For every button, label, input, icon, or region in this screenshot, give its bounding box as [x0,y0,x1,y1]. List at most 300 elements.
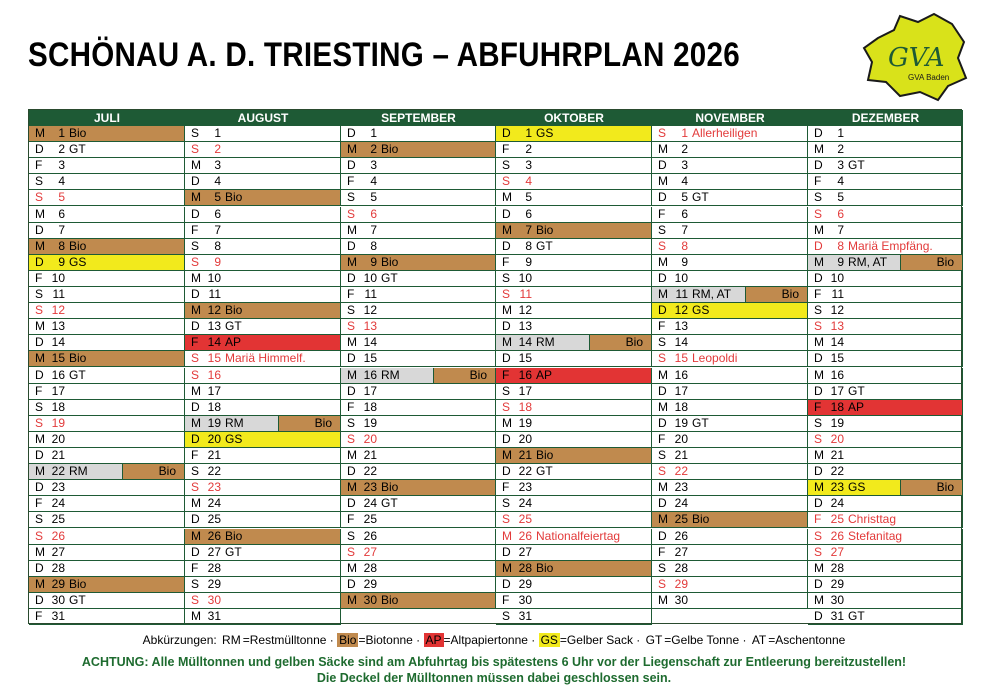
day-cell [652,432,808,448]
day-cell [496,577,652,593]
weekday-label: D [814,576,823,591]
day-cell [29,609,185,625]
day-number: 25 [518,512,532,527]
day-cell [652,174,808,190]
day-cell [808,287,963,303]
day-number: 3 [837,158,844,173]
day-number: 3 [214,158,221,173]
weekday-label: D [347,464,356,479]
day-cell [496,480,652,496]
day-number: 6 [58,206,65,221]
weekday-label: F [35,383,43,398]
pickup-label: Bio [69,238,87,253]
day-number: 24 [51,496,65,511]
pickup-label: Bio [536,448,554,462]
day-cell [29,480,185,496]
weekday-label: D [35,592,44,607]
day-number: 16 [363,367,377,382]
day-cell [652,529,808,545]
weekday-label: M [658,399,668,414]
day-cell [185,142,341,158]
gva-logo [860,8,972,104]
day-number: 11 [364,287,377,301]
day-cell [496,400,652,416]
weekday-label: D [191,399,200,414]
pickup-label: RM [381,367,400,382]
day-cell [341,400,496,416]
pickup-label: GT [848,383,865,398]
day-number: 11 [52,287,65,301]
day-cell [496,368,652,384]
day-cell [341,529,496,545]
weekday-label: S [502,609,511,623]
day-number: 21 [51,448,65,462]
day-cell [808,368,963,384]
weekday-label: M [658,367,668,382]
day-cell [185,529,341,545]
day-number: 8 [58,238,65,253]
day-cell [341,142,496,158]
day-number: 2 [681,142,688,157]
weekday-label: M [658,174,668,189]
legend-text: =Gelber Sack · [559,633,644,647]
legend-prefix: Abkürzungen: [142,633,221,647]
weekday-label: M [191,528,201,543]
day-number: 30 [830,592,844,607]
day-cell [341,384,496,400]
weekday-label: M [35,544,45,559]
weekday-label: F [658,431,666,446]
day-cell [652,561,808,577]
day-number: 17 [363,383,377,398]
weekday-label: D [502,351,511,366]
day-number: 19 [830,415,844,430]
day-number: 25 [674,512,688,527]
pickup-label: RM, AT [848,254,888,269]
day-cell [808,223,963,239]
day-number: 15 [674,351,688,366]
weekday-label: M [35,464,45,479]
weekday-label: D [347,576,356,591]
weekday-label: D [814,609,823,623]
day-cell [808,126,963,142]
weekday-label: S [191,592,200,607]
month-header-juli: JULI [29,110,185,126]
weekday-label: D [35,222,44,237]
day-number: 29 [830,576,844,591]
day-cell [341,464,496,480]
day-number: 13 [674,319,688,334]
pickup-label: GT [225,544,242,559]
day-number: 22 [207,464,221,479]
pickup-label: GT [381,496,398,511]
day-cell [185,351,341,367]
pickup-label: Bio [381,592,399,607]
pickup-label: Bio [69,576,87,591]
day-cell [808,400,963,416]
day-cell [808,561,963,577]
weekday-label: D [502,576,511,591]
day-number: 26 [363,528,377,543]
weekday-label: D [35,254,44,269]
day-number: 6 [525,206,532,221]
day-cell [808,593,963,609]
weekday-label: S [814,415,823,430]
legend-abbr-gt: GT [645,633,663,647]
day-cell [652,400,808,416]
day-number: 17 [207,383,221,398]
weekday-label: M [191,190,201,205]
day-cell [496,142,652,158]
pickup-label: Bio [381,254,399,269]
day-cell [29,319,185,335]
weekday-label: M [191,415,201,430]
day-number: 14 [51,335,65,350]
day-cell [185,271,341,287]
weekday-label: M [814,335,824,350]
day-number: 20 [363,431,377,446]
day-number: 8 [370,238,377,253]
day-number: 4 [837,174,844,189]
day-cell [652,351,808,367]
weekday-label: M [191,496,201,511]
day-number: 26 [207,528,221,543]
weekday-label: D [502,431,511,446]
weekday-label: M [658,480,668,495]
weekday-label: D [814,464,823,479]
weekday-label: S [502,174,511,189]
pickup-label: Bio [536,222,554,237]
day-cell [29,529,185,545]
weekday-label: S [814,544,823,559]
calendar-grid [28,109,962,624]
weekday-label: S [35,415,44,430]
pickup-label: Mariä Empfäng. [848,238,933,253]
day-cell [652,480,808,496]
day-cell [29,368,185,384]
weekday-label: M [35,576,45,591]
pickup-label: GS [69,254,87,269]
pickup-label: GT [848,609,865,623]
day-number: 30 [518,592,532,607]
day-number: 12 [363,303,377,318]
notice-line-2: Die Deckel der Mülltonnen müssen dabei geschlossen sein. [316,671,672,685]
day-cell [29,464,185,480]
day-number: 11 [208,287,221,301]
weekday-label: M [814,142,824,157]
day-cell [29,142,185,158]
day-number: 17 [51,383,65,398]
weekday-label: D [502,126,511,140]
weekday-label: S [814,206,823,221]
pickup-label: Bio [692,512,710,527]
weekday-label: S [347,319,356,334]
day-number: 1 [681,126,688,140]
weekday-label: S [658,222,667,237]
weekday-label: S [502,512,511,527]
day-cell [652,416,808,432]
day-cell [652,126,808,142]
day-number: 9 [214,254,221,269]
weekday-label: M [814,367,824,382]
day-cell [341,512,496,528]
weekday-label: M [502,448,512,462]
weekday-label: D [191,206,200,221]
day-number: 11 [519,287,532,301]
day-number: 12 [674,303,688,318]
day-number: 1 [525,126,532,140]
day-number: 25 [51,512,65,527]
day-cell [652,384,808,400]
day-number: 17 [518,383,532,398]
weekday-label: S [814,528,823,543]
pickup-label: AP [848,399,865,414]
weekday-label: S [502,399,511,414]
weekday-label: M [502,303,512,318]
day-cell [185,496,341,512]
day-cell [29,448,185,464]
day-cell [652,303,808,319]
pickup-label: Bio [381,142,399,157]
day-number: 2 [837,142,844,157]
weekday-label: D [35,367,44,382]
day-number: 15 [363,351,377,366]
day-number: 25 [363,512,377,527]
day-number: 30 [207,592,221,607]
day-number: 30 [363,592,377,607]
day-cell [341,351,496,367]
day-cell [808,190,963,206]
day-number: 29 [207,576,221,591]
weekday-label: D [35,142,44,157]
day-number: 18 [207,399,221,414]
day-cell [496,593,652,609]
day-cell [496,432,652,448]
day-cell [185,190,341,206]
day-number: 23 [518,480,532,495]
pickup-label-secondary: Bio [469,367,487,382]
day-number: 27 [207,544,221,559]
day-number: 16 [518,367,532,382]
day-cell [29,432,185,448]
day-number: 31 [518,609,532,623]
day-cell [496,319,652,335]
day-cell [341,577,496,593]
day-cell [808,448,963,464]
day-cell [496,223,652,239]
legend-abbr-gs: GS [540,633,558,647]
weekday-label: S [814,190,823,205]
weekday-label: D [658,415,667,430]
day-cell [652,577,808,593]
legend-abbr-rm: RM [222,633,241,647]
day-cell [341,335,496,351]
day-cell [185,207,341,223]
day-cell [341,496,496,512]
weekday-label: D [35,448,44,462]
day-number: 5 [58,190,65,205]
day-cell [652,335,808,351]
weekday-label: M [502,415,512,430]
day-number: 20 [674,431,688,446]
day-number: 23 [207,480,221,495]
day-number: 28 [51,560,65,575]
pickup-label: GT [536,464,553,479]
day-cell [652,319,808,335]
day-number: 2 [370,142,377,157]
day-number: 9 [837,254,844,269]
day-number: 9 [370,254,377,269]
weekday-label: S [814,431,823,446]
day-cell [341,368,496,384]
day-number: 26 [51,528,65,543]
weekday-label: D [814,351,823,366]
day-cell [652,207,808,223]
day-number: 15 [830,351,844,366]
day-cell [341,190,496,206]
pickup-label: Bio [69,351,87,366]
day-cell [808,480,963,496]
day-cell [341,223,496,239]
pickup-label: Stefanitag [848,528,903,543]
weekday-label: S [35,399,44,414]
day-number: 6 [837,206,844,221]
pickup-label-secondary: Bio [314,415,332,430]
weekday-label: D [658,303,667,318]
day-number: 16 [830,367,844,382]
day-number: 12 [207,303,221,318]
day-cell [652,190,808,206]
pickup-label-secondary: Bio [625,335,643,350]
weekday-label: S [814,303,823,318]
day-cell [496,448,652,464]
day-number: 13 [207,319,221,334]
legend-text: =Aschentonne [768,633,846,647]
weekday-label: F [502,480,510,495]
weekday-label: D [658,158,667,173]
day-cell [29,593,185,609]
day-number: 23 [51,480,65,495]
pickup-label: GT [692,190,709,205]
day-number: 11 [675,287,688,301]
day-cell [29,255,185,271]
day-cell [185,545,341,561]
day-number: 21 [830,448,844,462]
day-number: 25 [830,512,844,527]
day-cell [29,512,185,528]
weekday-label: S [191,464,200,479]
day-number: 26 [518,528,532,543]
day-cell [29,384,185,400]
weekday-label: M [347,335,357,350]
day-number: 19 [363,415,377,430]
day-cell [185,416,341,432]
day-cell [808,142,963,158]
day-cell [185,303,341,319]
day-number: 8 [214,238,221,253]
weekday-label: F [658,206,666,221]
day-cell [496,351,652,367]
weekday-label: F [35,496,43,511]
weekday-label: S [658,238,667,253]
day-number: 19 [674,415,688,430]
day-number: 13 [830,319,844,334]
day-number: 5 [214,190,221,205]
day-number: 15 [51,351,65,366]
pickup-label-secondary: Bio [781,287,799,301]
day-cell [808,464,963,480]
day-cell [185,561,341,577]
day-cell [652,368,808,384]
pickup-label: GS [536,126,554,140]
day-cell [185,512,341,528]
weekday-label: D [502,544,511,559]
weekday-label: M [814,560,824,575]
day-number: 21 [518,448,532,462]
day-cell [185,126,341,142]
day-number: 28 [830,560,844,575]
legend-text: =Gelbe Tonne · [664,633,750,647]
day-cell [496,287,652,303]
weekday-label: M [502,560,512,575]
weekday-label: S [35,528,44,543]
day-number: 26 [674,528,688,543]
day-number: 18 [518,399,532,414]
day-cell [185,255,341,271]
day-number: 6 [681,206,688,221]
day-cell [808,335,963,351]
weekday-label: M [191,383,201,398]
weekday-label: F [814,174,822,189]
weekday-label: S [347,528,356,543]
day-cell [808,174,963,190]
pickup-label: GT [69,142,86,157]
day-number: 13 [51,319,65,334]
pickup-label: GS [225,431,243,446]
weekday-label: M [658,287,668,301]
pickup-label: AP [225,335,242,350]
day-cell [652,142,808,158]
pickup-label: Bio [69,126,87,140]
weekday-label: D [347,383,356,398]
day-number: 19 [518,415,532,430]
pickup-label: GT [536,238,553,253]
day-number: 22 [51,464,65,479]
day-cell [808,496,963,512]
weekday-label: S [191,142,200,157]
weekday-label: S [191,367,200,382]
day-cell [808,255,963,271]
weekday-label: S [191,126,200,140]
pickup-label: GS [692,303,710,318]
day-cell [808,529,963,545]
day-number: 7 [837,222,844,237]
weekday-label: D [347,270,356,285]
day-cell [496,545,652,561]
day-number: 4 [214,174,221,189]
weekday-label: S [658,351,667,366]
day-cell [341,271,496,287]
weekday-label: F [191,448,199,462]
weekday-label: F [814,512,822,527]
weekday-label: D [347,238,356,253]
day-number: 31 [207,609,221,623]
day-cell [808,319,963,335]
weekday-label: S [347,415,356,430]
day-cell [185,384,341,400]
day-number: 22 [363,464,377,479]
weekday-label: S [191,254,200,269]
